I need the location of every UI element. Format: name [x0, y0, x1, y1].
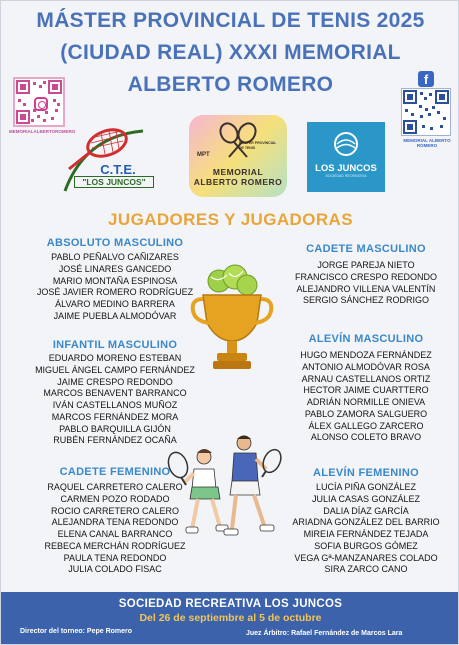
player-name: RAQUEL CARRETERO CALERO [47, 482, 183, 492]
memorial-name-line-2: ALBERTO ROMERO [193, 177, 283, 187]
category-cadete-femenino: CADETE FEMENINO [59, 466, 171, 478]
player-name: MIGUEL ÁNGEL CAMPO FERNÁNDEZ [35, 364, 195, 375]
player-name: DALIA DÍAZ GARCÍA [323, 505, 409, 516]
juncos-name: LOS JUNCOS [315, 163, 377, 174]
player-name: ANTONIO ALMODÓVAR ROSA [302, 361, 430, 372]
player-name: ADRIÁN NORMILLE ONIEVA [306, 397, 426, 407]
player-name: ALEJANDRA TENA REDONDO [51, 517, 179, 528]
player-name: JOSÉ LINARES GANCEDO [58, 263, 172, 274]
player-name: PABLO BARQUILLA GIJÓN [59, 423, 171, 434]
footer-referee: Juez Árbitro: Rafael Fernández de Marcos Lara [246, 630, 403, 637]
memorial-name [193, 167, 283, 187]
player-name: FRANCISCO CRESPO REDONDO [294, 271, 437, 282]
player-name: ALONSO COLETO BRAVO [310, 432, 422, 443]
player-name: MARCOS FERNÁNDEZ MORA [51, 411, 179, 422]
facebook-qr-icon [401, 88, 451, 136]
player-name: MARCOS BENAVENT BARRANCO [43, 388, 187, 399]
player-name: CARMEN POZO RODADO [60, 493, 170, 504]
category-cadete-masculino: CADETE MASCULINO [306, 243, 426, 255]
cte-name: C.T.E. [100, 162, 136, 177]
player-name: MARIO MONTAÑA ESPINOSA [52, 275, 178, 286]
player-name: EDUARDO MORENO ESTEBAN [48, 353, 182, 363]
player-name: HUGO MENDOZA FERNÁNDEZ [300, 350, 432, 360]
category-infantil-masculino: INFANTIL MASCULINO [52, 339, 178, 351]
player-name: HECTOR JAIME CUARTTERO [303, 385, 429, 396]
player-name: SERGIO SÁNCHEZ RODRIGO [302, 295, 429, 306]
memorial-name-line-1: MEMORIAL [212, 167, 264, 177]
trophy-icon [189, 263, 275, 375]
list-alevin-masculino [281, 350, 451, 444]
player-name: IVÁN CASTELLANOS MUÑOZ [52, 400, 178, 410]
player-name: JORGE PAREJA NIETO [317, 260, 415, 270]
tennis-players-icon [164, 429, 284, 547]
player-name: RUBÉN FERNÁNDEZ OCAÑA [53, 435, 177, 446]
player-name: ELENA CANAL BARRANCO [57, 529, 173, 539]
category-alevin-masculino: ALEVÍN MASCULINO [308, 333, 424, 345]
list-absoluto-masculino [17, 252, 213, 323]
player-name: ARIADNA GONZÁLEZ DEL BARRIO [292, 517, 440, 528]
player-name: PABLO PEÑALVO CAÑIZARES [51, 252, 179, 262]
mpt-description: MÁSTER PROVINCIAL DE TENIS [239, 141, 277, 150]
player-name: SIRA ZARCO CANO [324, 564, 408, 575]
player-name: VEGA Gª-MANZANARES COLADO [294, 552, 438, 563]
poster-title [1, 5, 459, 101]
player-name: MIREIA FERNÁNDEZ TEJADA [303, 529, 429, 539]
player-name: PAULA TENA REDONDO [63, 552, 167, 563]
facebook-label: MEMORIAL ALBERTO ROMERO [403, 138, 451, 148]
category-absoluto-masculino: ABSOLUTO MASCULINO [46, 237, 184, 249]
cte-subtitle: "LOS JUNCOS" [74, 176, 154, 188]
player-name: JULIA CASAS GONZÁLEZ [311, 493, 421, 504]
tennis-racket-logo-icon [55, 121, 165, 201]
player-name: JAIME CRESPO REDONDO [57, 376, 173, 387]
title-line-3: ALBERTO ROMERO [127, 73, 334, 96]
player-name: PABLO ZAMORA SALGUERO [304, 408, 428, 419]
player-name: LUCÍA PIÑA GONZÁLEZ [315, 482, 417, 492]
player-name: ÁLVARO MEDINO BARRERA [55, 299, 175, 309]
category-alevin-femenino: ALEVÍN FEMENINO [313, 467, 419, 479]
title-line-1: MÁSTER PROVINCIAL DE TENIS 2025 [36, 9, 425, 32]
player-name: ÁLEX GALLEGO ZARCERO [308, 420, 424, 431]
instagram-qr-icon [13, 77, 65, 127]
player-name: JOSÉ JAVIER ROMERO RODRÍGUEZ [36, 287, 194, 298]
player-name: ARNAU CASTELLANOS ORTIZ [301, 373, 431, 384]
list-alevin-femenino [281, 482, 451, 576]
instagram-icon [34, 97, 48, 111]
juncos-subtitle: SOCIEDAD RECREATIVA [325, 174, 367, 178]
player-name: SOFIA BURGOS GÓMEZ [314, 540, 418, 551]
facebook-icon: f [418, 71, 434, 87]
player-name: ROCIO CARRETERO CALERO [50, 505, 180, 516]
player-name: ALEJANDRO VILLENA VALENTÍN [296, 283, 436, 294]
footer-organizer: SOCIEDAD RECREATIVA LOS JUNCOS [118, 598, 343, 610]
footer-dates: Del 26 de septiembre al 5 de octubre [139, 612, 322, 624]
instagram-label: MEMORIALALBERTOROMERO [9, 129, 76, 134]
player-name: REBECA MERCHÁN RODRÍGUEZ [44, 540, 186, 551]
mpt-label: MPT [197, 152, 210, 158]
player-name: JAIME PUEBLA ALMODÓVAR [53, 310, 177, 321]
title-line-2: (CIUDAD REAL) XXXI MEMORIAL [60, 41, 401, 64]
los-juncos-logo-icon [307, 122, 385, 192]
list-cadete-masculino [281, 260, 451, 307]
footer-director: Director del torneo: Pepe Romero [20, 628, 133, 635]
players-heading: JUGADORES Y JUGADORAS [108, 210, 353, 229]
player-name: JULIA COLADO FISAC [68, 564, 162, 575]
